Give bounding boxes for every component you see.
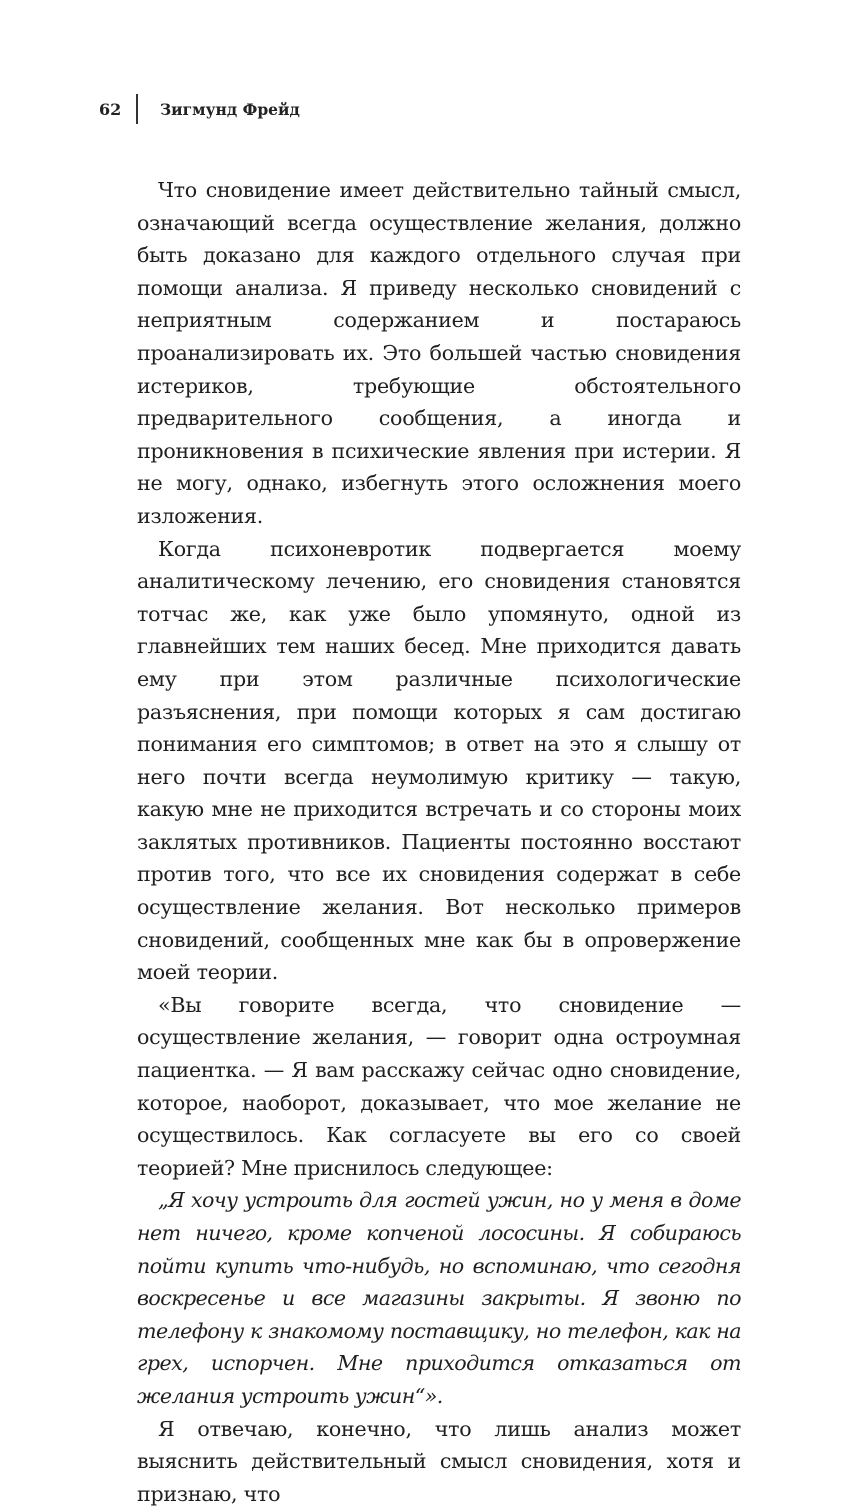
body-text — [137, 174, 741, 1510]
header-divider — [136, 94, 138, 124]
page-number: 62 — [99, 99, 122, 119]
quoted-dream-paragraph: „Я хочу устроить для гостей ужин, но у меня в доме нет ничего, кроме копченой лососины. Я собираюсь пойти купить что-нибудь, но вспоминаю, что сегодня воскресенье и все магазины закрыты. Я звоню по телефону к знакомому поставщику, но телефон, как на грех, испорчен. Мне приходится отказаться от желания устроить ужин“». — [137, 1188, 741, 1408]
running-head-author: Зигмунд Фрейд — [160, 99, 300, 119]
running-head — [99, 94, 300, 124]
paragraph: Когда психоневротик подвергается моему аналитическому лечению, его сновидения становятся тотчас же, как уже было упомянуто, одной из главнейших тем наших бесед. Мне приходится давать ему при этом различные психологические разъяснения, при помощи которых я сам достигаю понимания его симптомов; в ответ на это я слышу от него почти всегда неумолимую критику — такую, какую мне не приходится встречать и со стороны моих заклятых противников. Пациенты постоянно восстают против того, что все их сновидения содержат в себе осуществление желания. Вот несколько примеров сновидений, сообщенных мне как бы в опровержение моей теории. — [137, 536, 741, 985]
paragraph: «Вы говорите всегда, что сновидение — осуществление желания, — говорит одна остроумная пациентка. — Я вам расскажу сейчас одно сновидение, которое, наоборот, доказывает, что мое желание не осуществилось. Как согласуете вы его со своей теорией? Мне приснилось следующее: — [137, 992, 741, 1180]
paragraph: Что сновидение имеет действительно тайный смысл, означающий всегда осуществление желания, должно быть доказано для каждого отдельного случая при помощи анализа. Я приведу несколько сновидений с неприятным содержанием и постараюсь проанализировать их. Это большей частью сновидения истериков, требующие обстоятельного предварительного сообщения, а иногда и проникновения в психические явления при истерии. Я не могу, однако, избегнуть этого осложнения моего изложения. — [137, 178, 741, 528]
paragraph: Я отвечаю, конечно, что лишь анализ может выяснить действительный смысл сновидения, хотя и признаю, что — [137, 1416, 741, 1506]
